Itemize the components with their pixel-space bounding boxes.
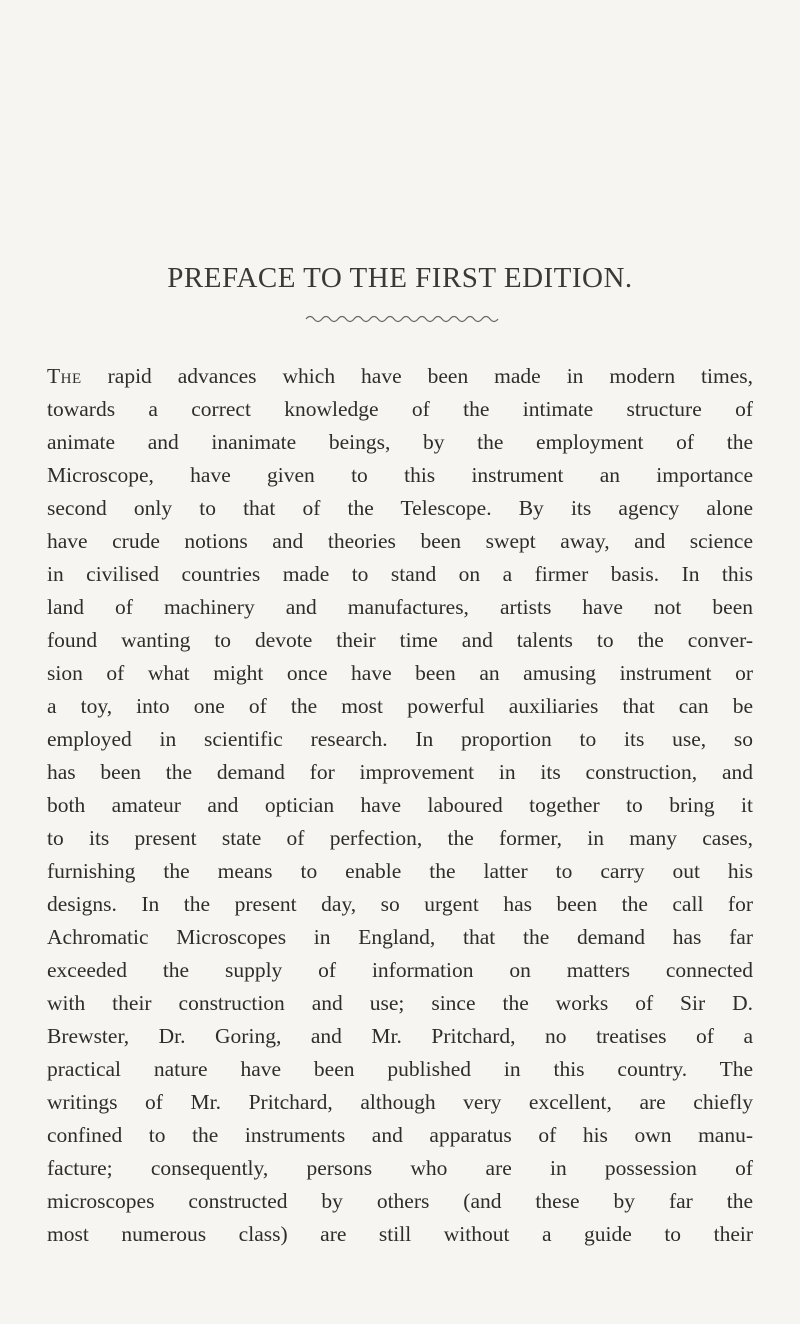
text-line-1-rest: rapid advances which have been made in modern times, [81,364,753,388]
text-line-21: Brewster, Dr. Goring, and Mr. Pritchard, no treatises of a [47,1024,753,1048]
text-line-4: Microscope, have given to this instrument an importance [47,463,753,487]
text-line-12: employed in scientific research. In proportion to its use, so [47,727,753,751]
text-line-20: with their construction and use; since the works of Sir D. [47,991,753,1015]
text-line-8: land of machinery and manufactures, artists have not been [47,595,753,619]
text-line-18: Achromatic Microscopes in England, that the demand has far [47,925,753,949]
text-line-11: a toy, into one of the most powerful auxiliaries that can be [47,694,753,718]
text-line-24: confined to the instruments and apparatus of his own manu- [47,1123,753,1147]
text-line-15: to its present state of perfection, the former, in many cases, [47,826,753,850]
text-line-16: furnishing the means to enable the latter to carry out his [47,859,753,883]
text-line-19: exceeded the supply of information on matters connected [47,958,753,982]
text-line-3: animate and inanimate beings, by the employment of the [47,430,753,454]
text-line-17: designs. In the present day, so urgent has been the call for [47,892,753,916]
text-line-23: writings of Mr. Pritchard, although very excellent, are chiefly [47,1090,753,1114]
text-line-2: towards a correct knowledge of the intimate structure of [47,397,753,421]
text-line-9: found wanting to devote their time and talents to the conver- [47,628,753,652]
text-line-13: has been the demand for improvement in its construction, and [47,760,753,784]
text-line-5: second only to that of the Telescope. By its agency alone [47,496,753,520]
text-line-7: in civilised countries made to stand on a firmer basis. In this [47,562,753,586]
text-line-1 [47,362,753,390]
text-line-27: most numerous class) are still without a guide to their [47,1222,753,1246]
text-line-10: sion of what might once have been an amusing instrument or [47,661,753,685]
page-title: PREFACE TO THE FIRST EDITION. [167,262,633,294]
text-line-26: microscopes constructed by others (and these by far the [47,1189,753,1213]
text-line-22: practical nature have been published in this country. The [47,1057,753,1081]
text-line-25: facture; consequently, persons who are in possession of [47,1156,753,1180]
text-line-14: both amateur and optician have laboured together to bring it [47,793,753,817]
text-line-6: have crude notions and theories been swept away, and science [47,529,753,553]
opening-word: The [47,364,82,388]
